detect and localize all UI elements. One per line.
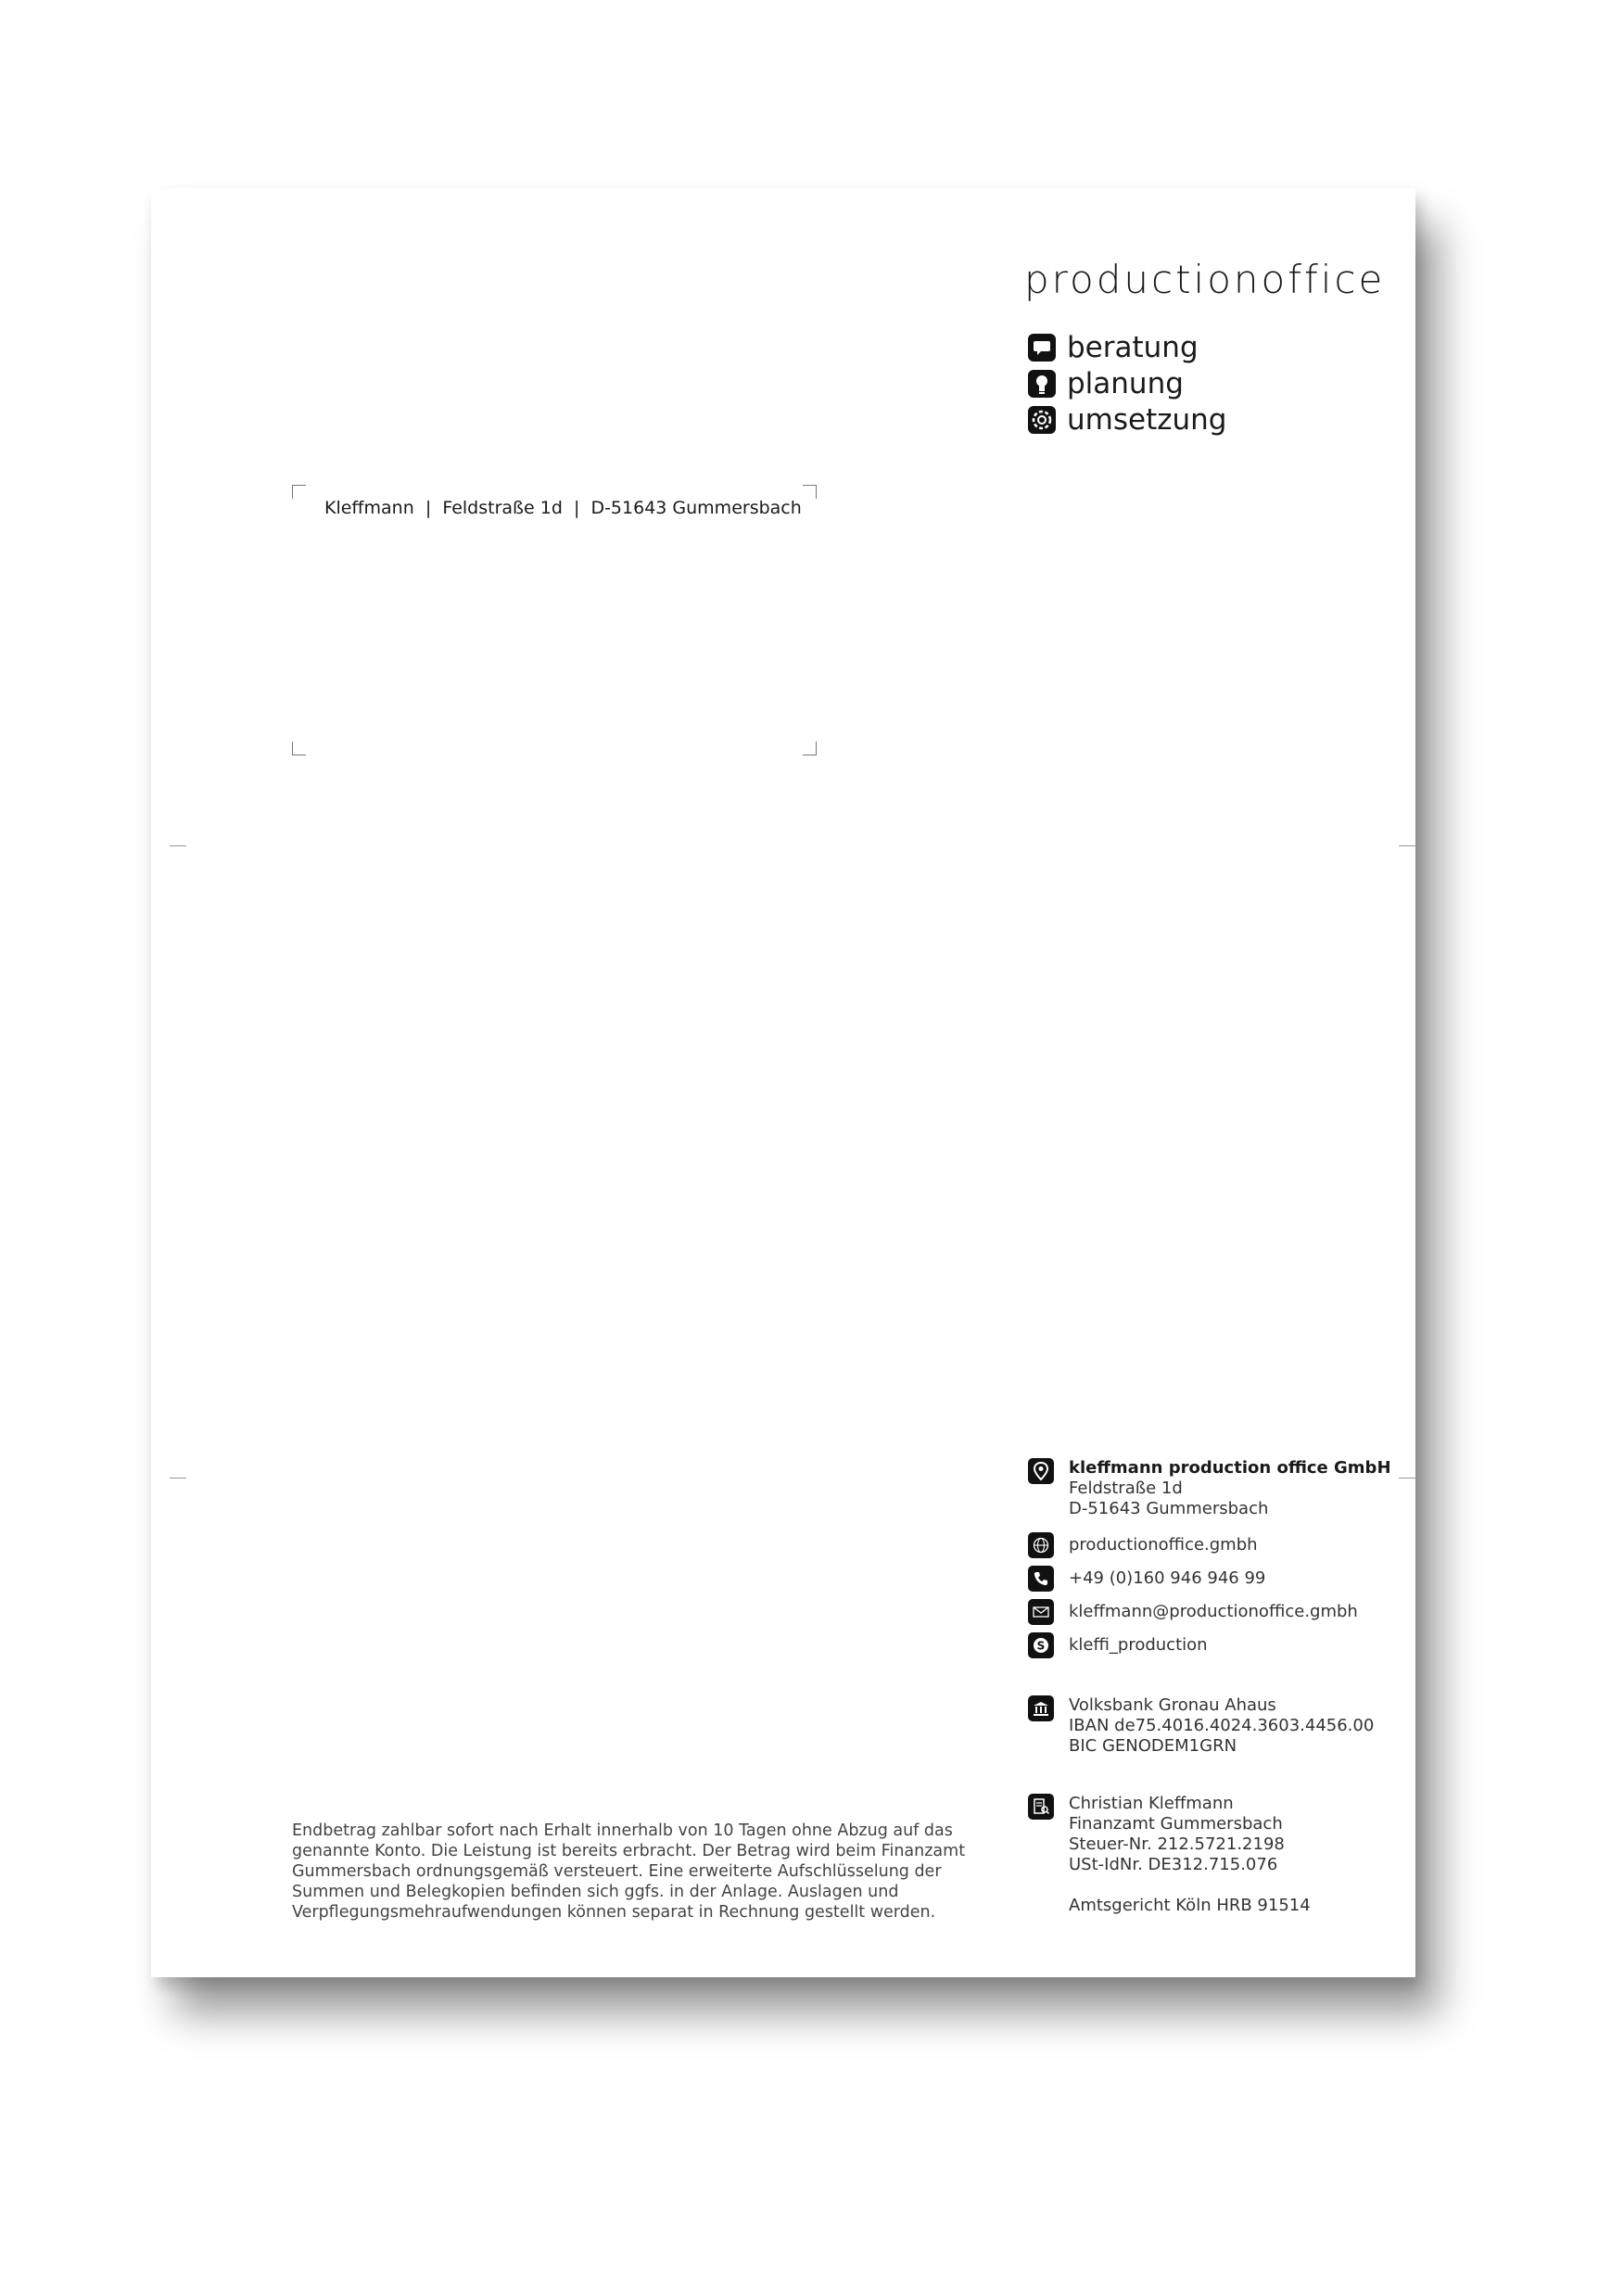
window-mark-top-right	[803, 485, 817, 499]
globe-icon	[1028, 1532, 1054, 1558]
location-pin-icon	[1028, 1458, 1054, 1484]
bank-details	[1028, 1695, 1391, 1757]
vat-id: USt-IdNr. DE312.715.076	[1069, 1855, 1278, 1874]
company-address	[1028, 1458, 1391, 1519]
service-item-planung	[1028, 365, 1226, 401]
bank-icon	[1028, 1695, 1054, 1721]
company-city: D-51643 Gummersbach	[1069, 1499, 1269, 1518]
fold-mark-right-upper	[1399, 845, 1415, 846]
service-label: planung	[1067, 366, 1184, 400]
contact-block	[1028, 1458, 1391, 1916]
tax-details	[1028, 1794, 1391, 1916]
service-item-beratung	[1028, 329, 1226, 365]
bank-name: Volksbank Gronau Ahaus	[1069, 1695, 1276, 1715]
payment-terms-note: Endbetrag zahlbar sofort nach Erhalt innerhalb von 10 Tagen ohne Abzug auf das genannte Konto. Die Leistung ist bereits erbracht. Der Betrag wird beim Finanzamt Gummersbach ordnungsgemäß versteuert. Eine erweiterte Aufschlüsselung der Summen und Belegkopien befinden sich ggfs. in der Anlage. Auslagen und Verpflegungsmehraufwendungen können separat in Rechnung gestellt werden.	[292, 1821, 966, 1922]
fold-mark-left-upper	[170, 845, 186, 846]
svg-text:S: S	[1036, 1639, 1046, 1653]
window-mark-bottom-right	[803, 742, 817, 755]
phone-row	[1028, 1566, 1391, 1592]
trade-register: Amtsgericht Köln HRB 91514	[1069, 1896, 1311, 1915]
lightbulb-icon	[1028, 370, 1056, 398]
fold-mark-left-lower	[170, 1478, 186, 1479]
skype-row	[1028, 1632, 1391, 1658]
website-link[interactable]: productionoffice.gmbh	[1069, 1535, 1258, 1555]
services-list	[1028, 329, 1226, 438]
document-search-icon	[1028, 1794, 1054, 1820]
skype-handle[interactable]: kleffi_production	[1069, 1635, 1208, 1655]
tax-office: Finanzamt Gummersbach	[1069, 1814, 1283, 1834]
email-row	[1028, 1599, 1391, 1625]
bank-bic: BIC GENODEM1GRN	[1069, 1736, 1237, 1756]
service-label: beratung	[1067, 330, 1199, 364]
service-item-umsetzung	[1028, 401, 1226, 438]
chat-icon	[1028, 334, 1056, 362]
company-street: Feldstraße 1d	[1069, 1479, 1183, 1498]
service-label: umsetzung	[1067, 402, 1227, 437]
phone-icon	[1028, 1566, 1054, 1592]
email-link[interactable]: kleffmann@productionoffice.gmbh	[1069, 1602, 1358, 1621]
brand-name: productionoffice	[1024, 257, 1386, 302]
website-row	[1028, 1532, 1391, 1558]
gear-icon	[1028, 406, 1056, 434]
phone-number[interactable]: +49 (0)160 946 946 99	[1069, 1568, 1266, 1588]
skype-icon	[1028, 1632, 1054, 1658]
company-name: kleffmann production office GmbH	[1069, 1458, 1391, 1478]
bank-iban: IBAN de75.4016.4024.3603.4456.00	[1069, 1716, 1375, 1735]
envelope-icon	[1028, 1599, 1054, 1625]
sender-address-line: Kleffmann | Feldstraße 1d | D-51643 Gummersbach	[324, 498, 802, 518]
tax-owner: Christian Kleffmann	[1069, 1794, 1234, 1813]
window-mark-bottom-left	[292, 742, 306, 755]
letterhead-page	[151, 188, 1415, 1977]
tax-number: Steuer-Nr. 212.5721.2198	[1069, 1834, 1285, 1854]
window-mark-top-left	[292, 485, 306, 499]
fold-mark-right-lower	[1399, 1478, 1415, 1479]
